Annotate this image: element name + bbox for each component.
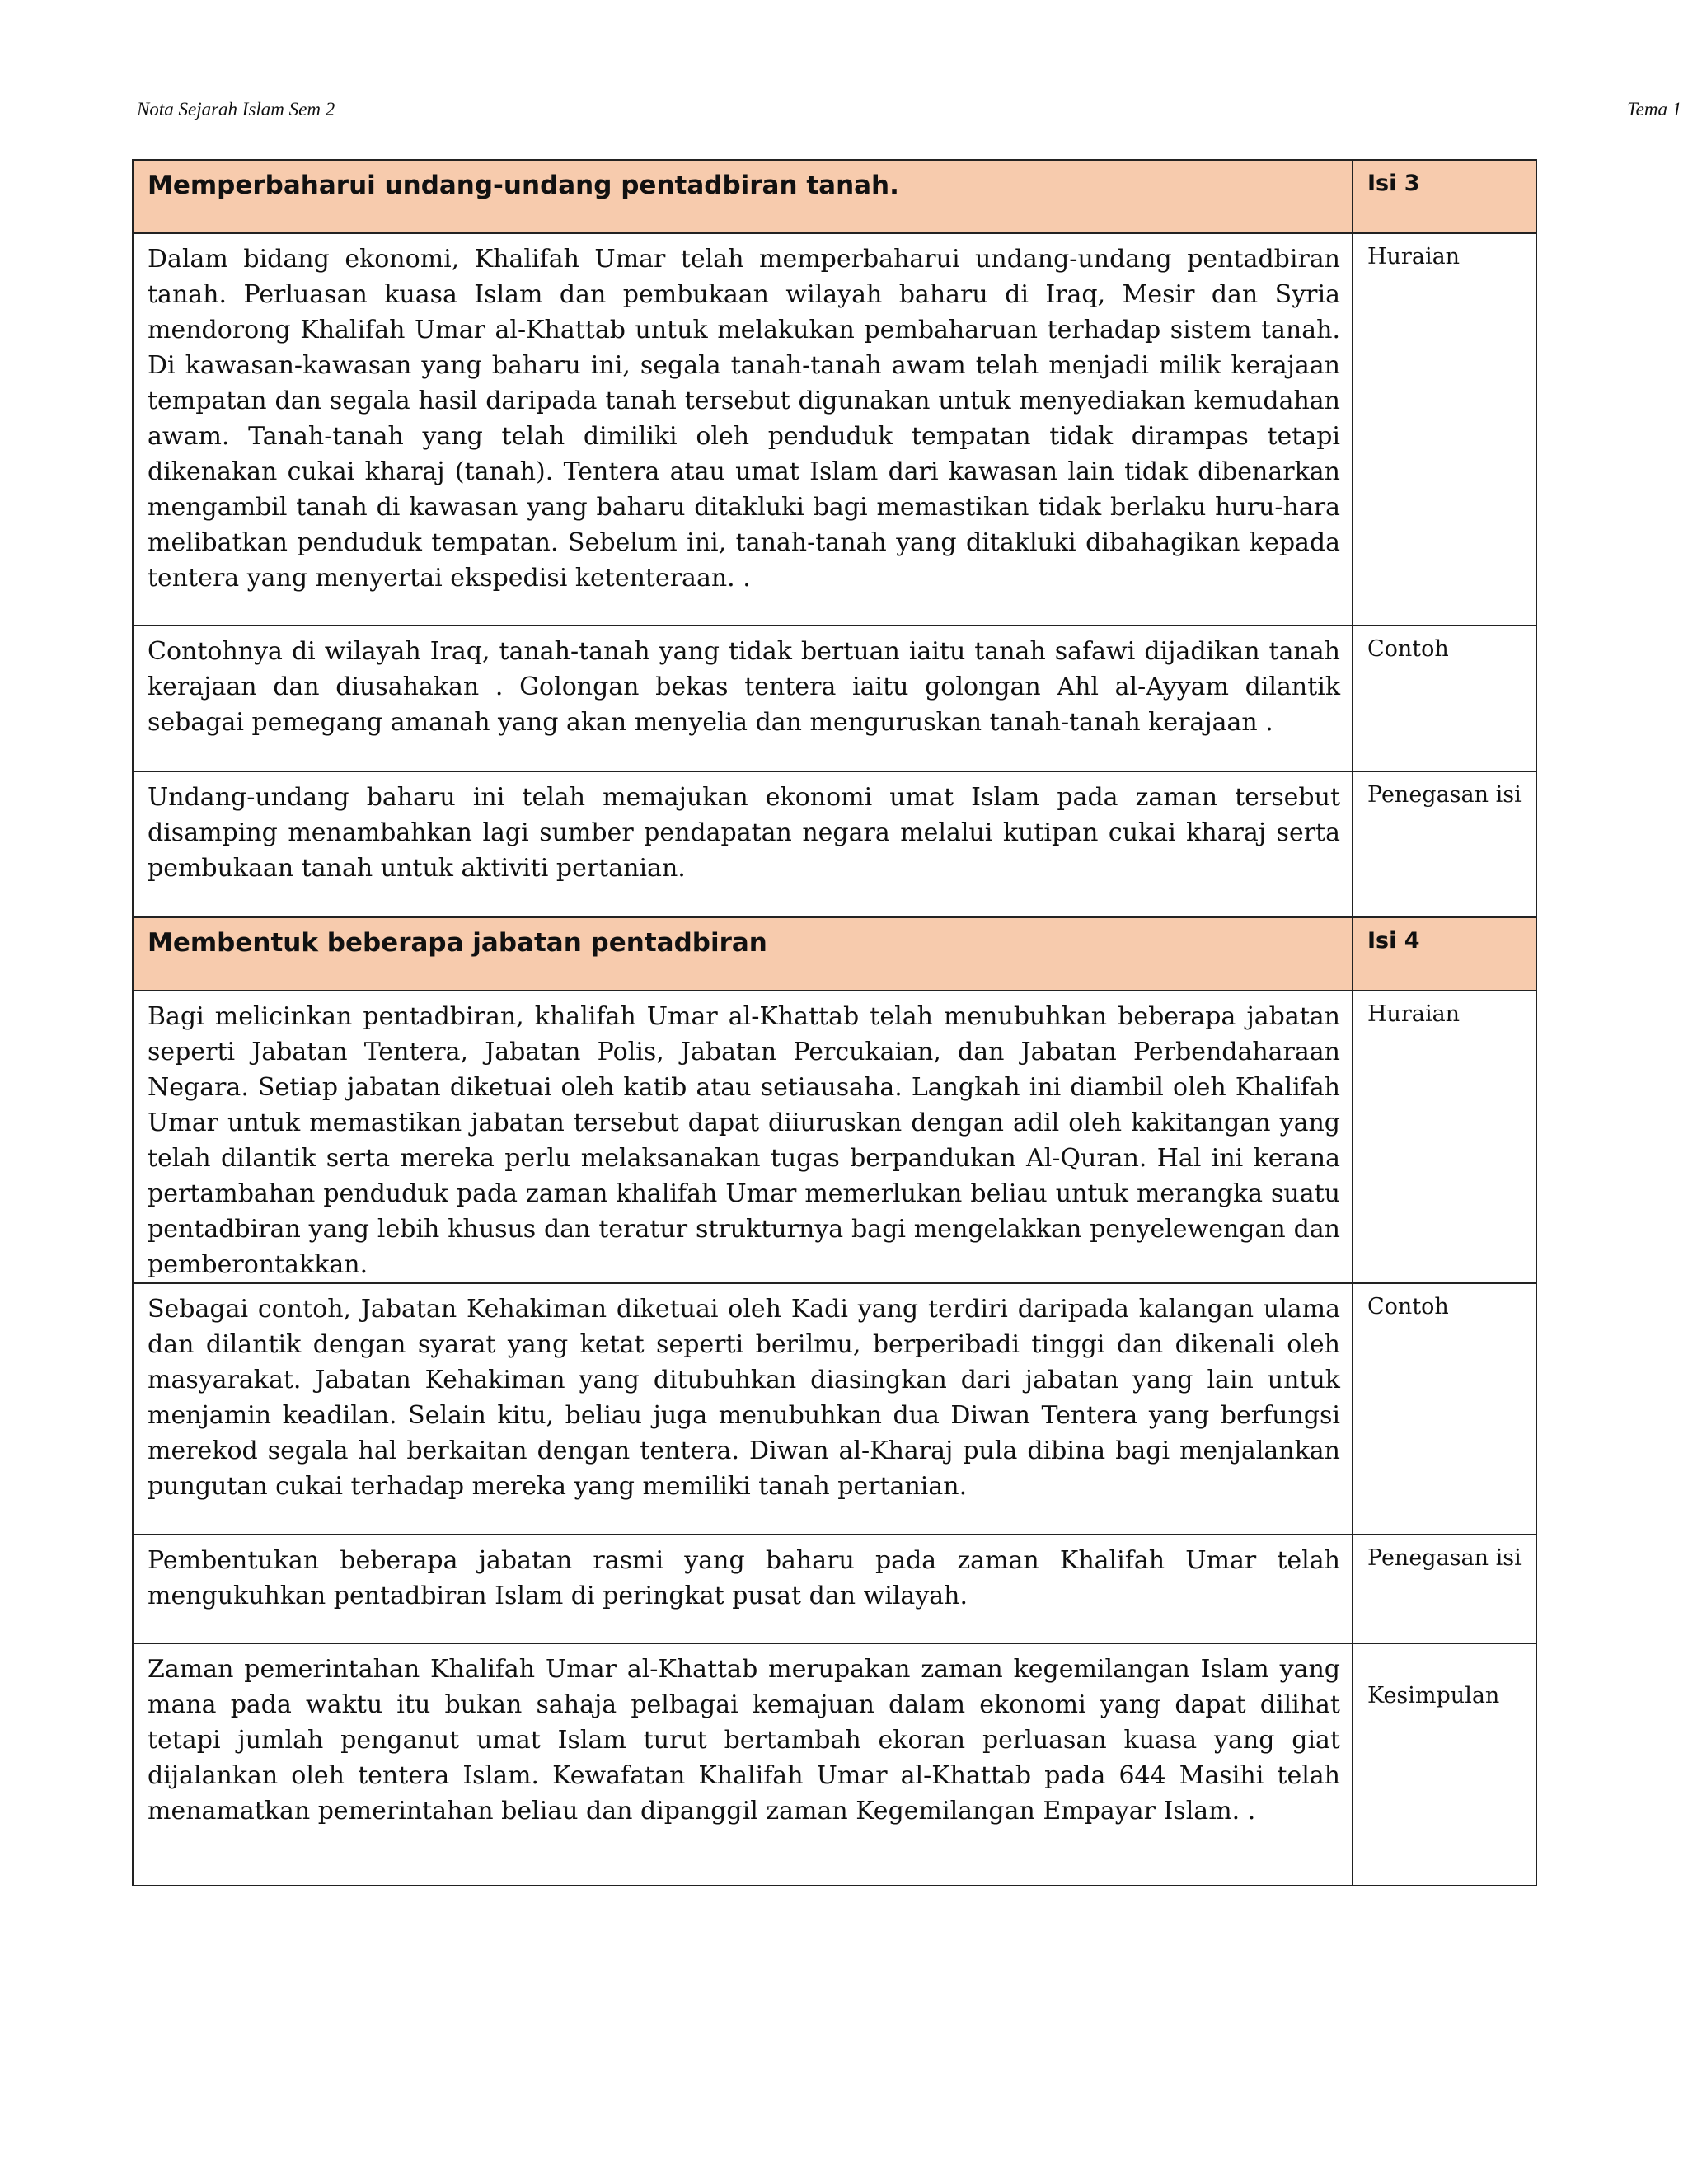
row-text: Zaman pemerintahan Khalifah Umar al-Khattab merupakan zaman kegemilangan Islam yang mana pada waktu itu bukan sahaja pelbagai kemajuan dalam ekonomi yang dapat dilihat tetapi jumlah penganut umat Islam turut bertambah ekoran perluasan kuasa yang giat dijalankan oleh tentera Islam. Kewafatan Khalifah Umar al-Khattab pada 644 Masihi telah menamatkan pemerintahan beliau dan dipanggil zaman Kegemilangan Empayar Islam. .	[133, 1643, 1353, 1886]
row-label: Penegasan isi	[1353, 1535, 1536, 1643]
section-heading: Memperbaharui undang-undang pentadbiran tanah.	[133, 160, 1353, 233]
row-label: Kesimpulan	[1353, 1643, 1536, 1886]
row-label: Huraian	[1353, 991, 1536, 1283]
table-row	[133, 991, 1536, 1283]
row-label: Contoh	[1353, 626, 1536, 771]
page-header	[137, 99, 1688, 125]
table-row	[133, 771, 1536, 917]
row-text: Sebagai contoh, Jabatan Kehakiman diketuai oleh Kadi yang terdiri daripada kalangan ulama dan dilantik dengan syarat yang ketat seperti berilmu, berperibadi tinggi dan dikenali oleh masyarakat. Jabatan Kehakiman yang ditubuhkan diasingkan dari jabatan yang lain untuk menjamin keadilan. Selain kitu, beliau juga menubuhkan dua Diwan Tentera yang berfungsi merekod segala hal berkaitan dengan tentera. Diwan al-Kharaj pula dibina bagi menjalankan pungutan cukai terhadap mereka yang memiliki tanah pertanian.	[133, 1283, 1353, 1535]
row-text: Undang-undang baharu ini telah memajukan ekonomi umat Islam pada zaman tersebut disamping menambahkan lagi sumber pendapatan negara melalui kutipan cukai kharaj serta pembukaan tanah untuk aktiviti pertanian.	[133, 771, 1353, 917]
row-text: Dalam bidang ekonomi, Khalifah Umar telah memperbaharui undang-undang pentadbiran tanah. Perluasan kuasa Islam dan pembukaan wilayah baharu di Iraq, Mesir dan Syria mendorong Khalifah Umar al-Khattab untuk melakukan pembaharuan terhadap sistem tanah. Di kawasan-kawasan yang baharu ini, segala tanah-tanah awam telah menjadi milik kerajaan tempatan dan segala hasil daripada tanah tersebut digunakan untuk menyediakan kemudahan awam. Tanah-tanah yang telah dimiliki oleh penduduk tempatan tidak dirampas tetapi dikenakan cukai kharaj (tanah). Tentera atau umat Islam dari kawasan lain tidak dibenarkan mengambil tanah di kawasan yang baharu ditakluki bagi memastikan tidak berlaku huru-hara melibatkan penduduk tempatan. Sebelum ini, tanah-tanah yang ditakluki dibahagikan kepada tentera yang menyertai ekspedisi ketenteraan. .	[133, 233, 1353, 626]
table-row	[133, 233, 1536, 626]
row-label: Contoh	[1353, 1283, 1536, 1535]
table-row	[133, 1283, 1536, 1535]
row-label: Huraian	[1353, 233, 1536, 626]
table-row-isi4-heading	[133, 917, 1536, 991]
row-label: Penegasan isi	[1353, 771, 1536, 917]
header-theme: Tema 1	[1627, 99, 1682, 120]
section-label: Isi 3	[1353, 160, 1536, 233]
header-document-title: Nota Sejarah Islam Sem 2	[137, 99, 335, 120]
table-row-isi3-heading	[133, 160, 1536, 233]
table-row	[133, 1643, 1536, 1886]
table-row	[133, 1535, 1536, 1643]
notes-table	[132, 159, 1537, 1886]
row-text: Bagi melicinkan pentadbiran, khalifah Umar al-Khattab telah menubuhkan beberapa jabatan seperti Jabatan Tentera, Jabatan Polis, Jabatan Percukaian, dan Jabatan Perbendaharaan Negara. Setiap jabatan diketuai oleh katib atau setiausaha. Langkah ini diambil oleh Khalifah Umar untuk memastikan jabatan tersebut dapat diiuruskan dengan adil oleh kakitangan yang telah dilantik serta mereka perlu melaksanakan tugas berpandukan Al-Quran. Hal ini kerana pertambahan penduduk pada zaman khalifah Umar memerlukan beliau untuk merangka suatu pentadbiran yang lebih khusus dan teratur strukturnya bagi mengelakkan penyelewengan dan pemberontakkan.	[133, 991, 1353, 1283]
table-row	[133, 626, 1536, 771]
section-label: Isi 4	[1353, 917, 1536, 991]
section-heading: Membentuk beberapa jabatan pentadbiran	[133, 917, 1353, 991]
row-text: Contohnya di wilayah Iraq, tanah-tanah yang tidak bertuan iaitu tanah safawi dijadikan tanah kerajaan dan diusahakan . Golongan bekas tentera iaitu golongan Ahl al-Ayyam dilantik sebagai pemegang amanah yang akan menyelia dan menguruskan tanah-tanah kerajaan .	[133, 626, 1353, 771]
row-text: Pembentukan beberapa jabatan rasmi yang baharu pada zaman Khalifah Umar telah mengukuhkan pentadbiran Islam di peringkat pusat dan wilayah.	[133, 1535, 1353, 1643]
